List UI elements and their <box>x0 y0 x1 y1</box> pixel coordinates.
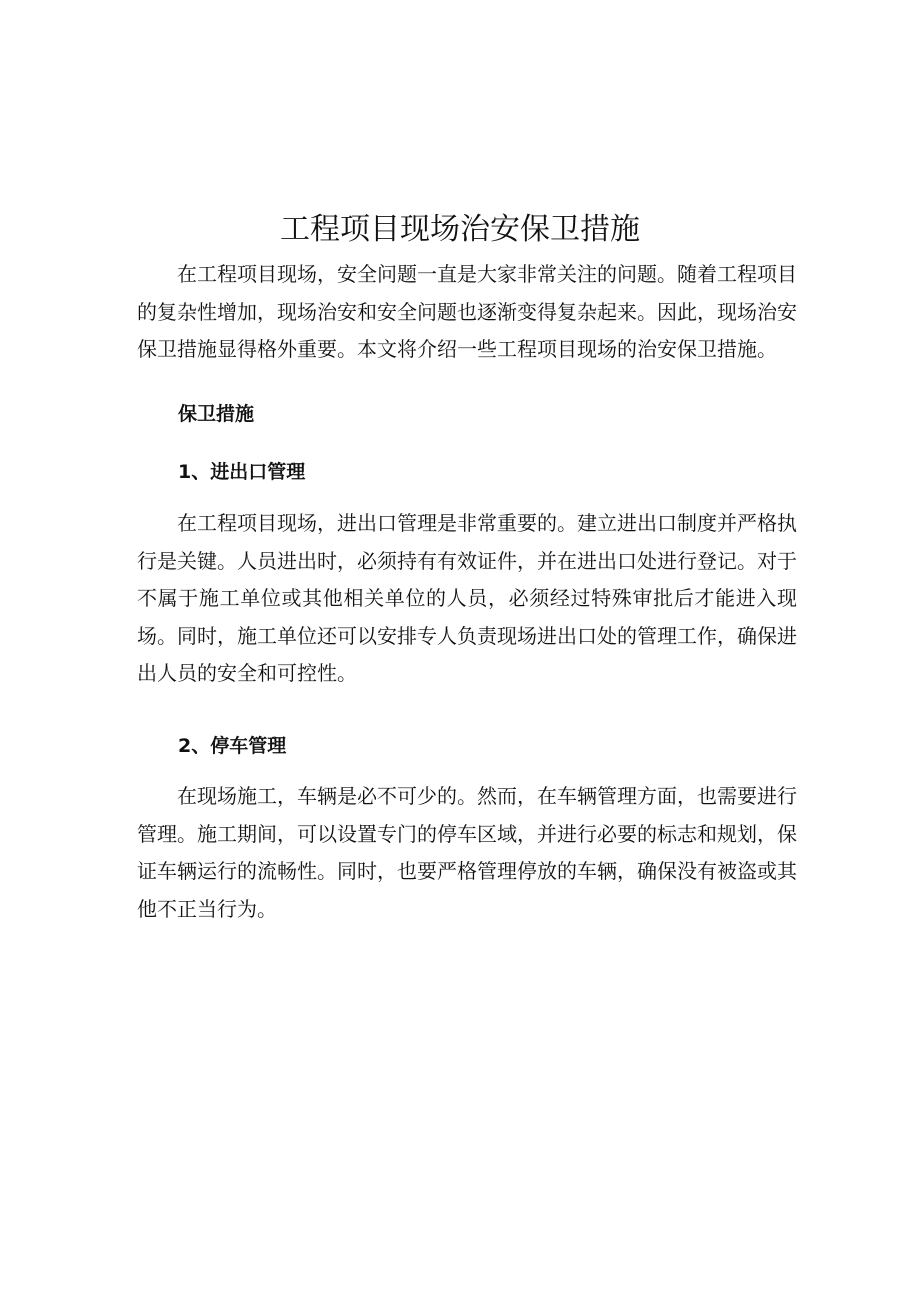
item-1-heading: 1、进出口管理 <box>178 461 306 483</box>
document-title: 工程项目现场治安保卫措施 <box>280 212 640 247</box>
item-1-body: 在工程项目现场，进出口管理是非常重要的。建立进出口制度并严格执行是关键。人员进出时，必须持有有效证件，并在进出口处进行登记。对于不属于施工单位或其他相关单位的人员，必须经过特殊审批后才能进入现场。同时，施工单位还可以安排专人负责现场进出口处的管理工作，确保进出人员的安全和可控性。 <box>137 511 797 685</box>
item-2-heading: 2、停车管理 <box>178 735 287 757</box>
section-heading: 保卫措施 <box>178 403 255 425</box>
item-2-body: 在现场施工，车辆是必不可少的。然而，在车辆管理方面，也需要进行管理。施工期间，可以设置专门的停车区域，并进行必要的标志和规划，保证车辆运行的流畅性。同时，也要严格管理停放的车辆，确保没有被盗或其他不正当行为。 <box>137 784 797 921</box>
intro-paragraph: 在工程项目现场，安全问题一直是大家非常关注的问题。随着工程项目的复杂性增加，现场治安和安全问题也逐渐变得复杂起来。因此，现场治安保卫措施显得格外重要。本文将介绍一些工程项目现场的治安保卫措施。 <box>137 262 797 361</box>
